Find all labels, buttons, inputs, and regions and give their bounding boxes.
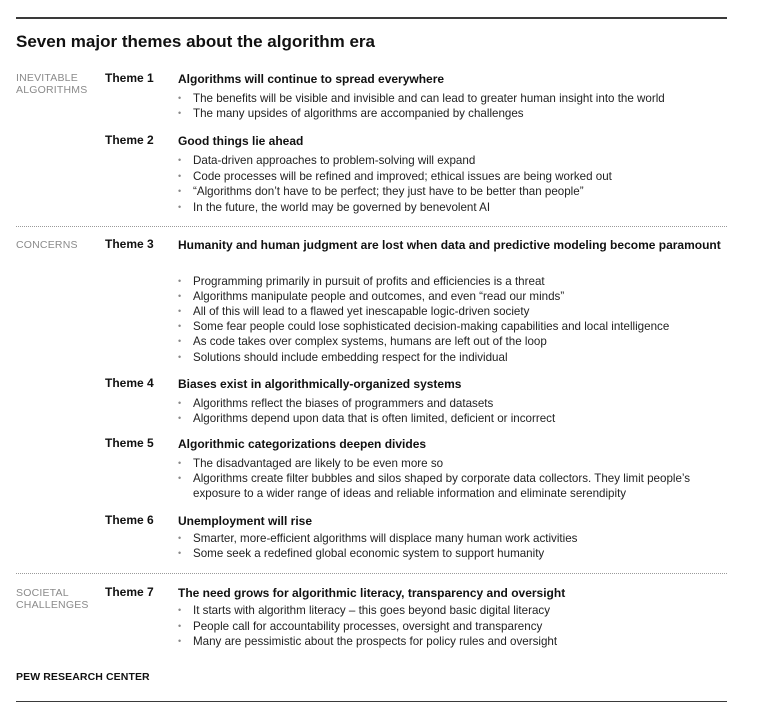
theme-label: Theme 1	[105, 71, 154, 85]
theme-heading: Algorithmic categorizations deepen divides	[178, 437, 427, 451]
bullet-dot-icon: •	[178, 186, 182, 196]
bullet-dot-icon: •	[178, 276, 182, 286]
bullet-text: The many upsides of algorithms are accompanied by challenges	[193, 107, 524, 120]
bullet-dot-icon: •	[178, 605, 182, 615]
bullet-dot-icon: •	[178, 306, 182, 316]
bullet-dot-icon: •	[178, 458, 182, 468]
category-line: SOCIETAL	[16, 587, 69, 599]
theme-heading: Humanity and human judgment are lost when data and predictive modeling become paramount	[178, 238, 721, 252]
page-title: Seven major themes about the algorithm era	[16, 32, 375, 51]
category-line: CONCERNS	[16, 239, 78, 251]
category-inevitable-algorithms	[16, 72, 87, 96]
theme-label: Theme 3	[105, 237, 154, 251]
bullet-dot-icon: •	[178, 621, 182, 631]
bullet-dot-icon: •	[178, 202, 182, 212]
bullet-dot-icon: •	[178, 93, 182, 103]
bullet-dot-icon: •	[178, 171, 182, 181]
theme-label: Theme 6	[105, 513, 154, 527]
bullet-text: Solutions should include embedding respect for the individual	[193, 351, 508, 364]
bullet-text: Algorithms depend upon data that is often limited, deficient or incorrect	[193, 412, 556, 425]
bullet-dot-icon: •	[178, 352, 182, 362]
footer-source: PEW RESEARCH CENTER	[16, 671, 150, 683]
section-divider	[16, 573, 727, 574]
bullet-text: Smarter, more-efficient algorithms will displace many human work activities	[193, 532, 578, 545]
bullet-text: Algorithms manipulate people and outcomes, and even “read our minds”	[193, 290, 565, 303]
bullet-text: It starts with algorithm literacy – this goes beyond basic digital literacy	[193, 604, 550, 617]
theme-label: Theme 2	[105, 133, 154, 147]
bullet-text: In the future, the world may be governed by benevolent AI	[193, 201, 491, 214]
bullet-text: The disadvantaged are likely to be even more so	[193, 457, 444, 470]
bullet-text: People call for accountability processes, oversight and transparency	[193, 620, 543, 633]
section-divider	[16, 226, 727, 227]
theme-heading: Biases exist in algorithmically-organized systems	[178, 377, 462, 391]
bullet-text: Some seek a redefined global economic system to support humanity	[193, 547, 545, 560]
bullet-dot-icon: •	[178, 291, 182, 301]
bullet-dot-icon: •	[178, 336, 182, 346]
theme-label: Theme 5	[105, 436, 154, 450]
bullet-text: The benefits will be visible and invisible and can lead to greater human insight into the world	[193, 92, 665, 105]
bullet-text: All of this will lead to a flawed yet inescapable logic-driven society	[193, 305, 530, 318]
bullet-dot-icon: •	[178, 473, 182, 483]
bullet-text: Some fear people could lose sophisticated decision-making capabilities and local intelligence	[193, 320, 670, 333]
bullet-dot-icon: •	[178, 321, 182, 331]
category-societal-challenges	[16, 587, 89, 611]
theme-heading: Algorithms will continue to spread everywhere	[178, 72, 445, 86]
bullet-text: As code takes over complex systems, humans are left out of the loop	[193, 335, 547, 348]
bullet-text: Programming primarily in pursuit of profits and efficiencies is a threat	[193, 275, 545, 288]
bullet-dot-icon: •	[178, 533, 182, 543]
bullet-text: Data-driven approaches to problem-solving will expand	[193, 154, 476, 167]
theme-heading: Good things lie ahead	[178, 134, 304, 148]
bottom-rule	[16, 701, 727, 702]
theme-heading: Unemployment will rise	[178, 514, 313, 528]
bullet-text: Code processes will be refined and improved; ethical issues are being worked out	[193, 170, 612, 183]
bullet-dot-icon: •	[178, 548, 182, 558]
bullet-dot-icon: •	[178, 413, 182, 423]
top-rule	[16, 17, 727, 19]
bullet-text: Algorithms reflect the biases of programmers and datasets	[193, 397, 494, 410]
theme-heading: The need grows for algorithmic literacy, transparency and oversight	[178, 586, 566, 600]
bullet-dot-icon: •	[178, 398, 182, 408]
category-line: INEVITABLE	[16, 72, 78, 84]
bullet-text: Many are pessimistic about the prospects for policy rules and oversight	[193, 635, 558, 648]
bullet-dot-icon: •	[178, 636, 182, 646]
bullet-text: Algorithms create filter bubbles and silos shaped by corporate data collectors. They limit people’s exposure to a wider range of ideas and reliable information and eliminate serendipity	[193, 472, 691, 500]
category-line: CHALLENGES	[16, 599, 89, 611]
category-line: ALGORITHMS	[16, 84, 88, 96]
category-concerns	[16, 239, 78, 251]
theme-label: Theme 4	[105, 376, 154, 390]
theme-label: Theme 7	[105, 585, 154, 599]
bullet-text: “Algorithms don’t have to be perfect; they just have to be better than people”	[193, 185, 584, 198]
bullet-dot-icon: •	[178, 108, 182, 118]
bullet-dot-icon: •	[178, 155, 182, 165]
